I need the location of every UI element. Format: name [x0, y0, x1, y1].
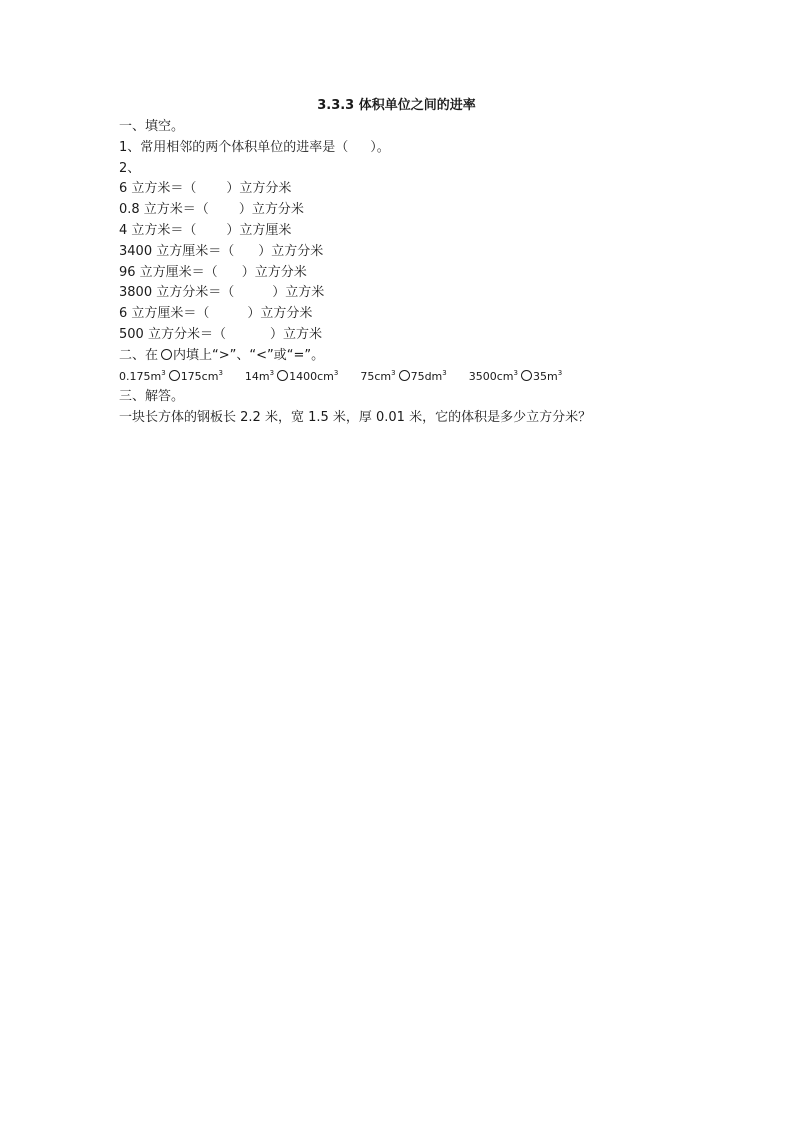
section2-heading-end: 内填上“>”、“<”或“=”。: [173, 347, 325, 363]
conversion-lhs: 4 立方米＝（: [119, 222, 197, 238]
comparison-left: 14m: [244, 369, 270, 383]
conversion-lhs: 6 立方米＝（: [119, 181, 197, 197]
circle-icon: [161, 349, 172, 360]
conversion-rhs: ）立方分米: [226, 181, 292, 197]
section1-heading: 一、填空。: [119, 119, 185, 134]
conversion-lhs: 0.8 立方米＝（: [119, 202, 209, 218]
question-1-text: 1、常用相邻的两个体积单位的进率是（: [119, 139, 349, 155]
circle-icon: [399, 370, 410, 381]
comparison-item-3: [360, 367, 446, 388]
exponent: 3: [161, 368, 166, 377]
conversion-item-6: [119, 283, 699, 304]
conversion-rhs: ）立方分米: [241, 264, 307, 280]
conversion-lhs: 500 立方分米＝（: [119, 326, 226, 342]
comparison-right: 75dm: [410, 369, 443, 383]
question-1: [119, 138, 699, 159]
exponent: 3: [218, 368, 223, 377]
conversion-item-2: [119, 200, 699, 221]
conversion-item-5: [119, 263, 699, 284]
conversion-rhs: ）立方米: [272, 285, 325, 301]
conversion-rhs: ）立方分米: [258, 243, 324, 259]
comparison-left: 75cm: [360, 369, 392, 383]
question-1-close: ）。: [370, 139, 390, 155]
comparison-right: 1400cm: [289, 369, 334, 383]
page-title: 3.3.3 体积单位之间的进率: [317, 98, 476, 113]
conversion-lhs: 3400 立方厘米＝（: [119, 243, 235, 259]
conversion-lhs: 96 立方厘米＝（: [119, 264, 218, 280]
worksheet-content: [119, 117, 699, 429]
section2-heading: [119, 346, 699, 367]
comparison-right: 35m: [532, 369, 558, 383]
conversion-item-8: [119, 325, 699, 346]
comparison-left: 3500cm: [468, 369, 514, 383]
circle-icon: [277, 370, 288, 381]
conversion-rhs: ）立方分米: [247, 306, 313, 322]
comparison-left: 0.175m: [119, 369, 162, 383]
exponent: 3: [442, 368, 447, 377]
circle-icon: [521, 370, 532, 381]
question-2-label: 2、: [119, 160, 141, 176]
exponent: 3: [557, 368, 563, 377]
exponent: 3: [513, 368, 518, 377]
section2-heading-start: 二、在: [119, 347, 159, 363]
comparison-row: [119, 367, 699, 388]
conversion-item-3: [119, 221, 699, 242]
conversion-rhs: ）立方厘米: [226, 222, 292, 238]
comparison-item-1: [119, 367, 223, 388]
exponent: 3: [269, 368, 275, 377]
conversion-item-7: [119, 304, 699, 325]
conversion-rhs: ）立方分米: [238, 202, 304, 218]
conversion-item-1: [119, 179, 699, 200]
conversion-lhs: 6 立方厘米＝（: [119, 306, 210, 322]
exponent: 3: [333, 368, 339, 377]
word-problem: 一块长方体的钢板长 2.2 米，宽 1.5 米，厚 0.01 米，它的体积是多少立方分米？: [119, 410, 592, 426]
comparison-right: 175cm: [180, 369, 219, 383]
conversion-lhs: 3800 立方分米＝（: [119, 285, 235, 301]
conversion-item-4: [119, 242, 699, 263]
exponent: 3: [391, 368, 396, 377]
comparison-item-2: [245, 367, 338, 388]
comparison-item-4: [469, 367, 562, 388]
conversion-rhs: ）立方米: [269, 326, 322, 342]
circle-icon: [169, 370, 180, 381]
section3-heading: 三、解答。: [119, 389, 185, 405]
